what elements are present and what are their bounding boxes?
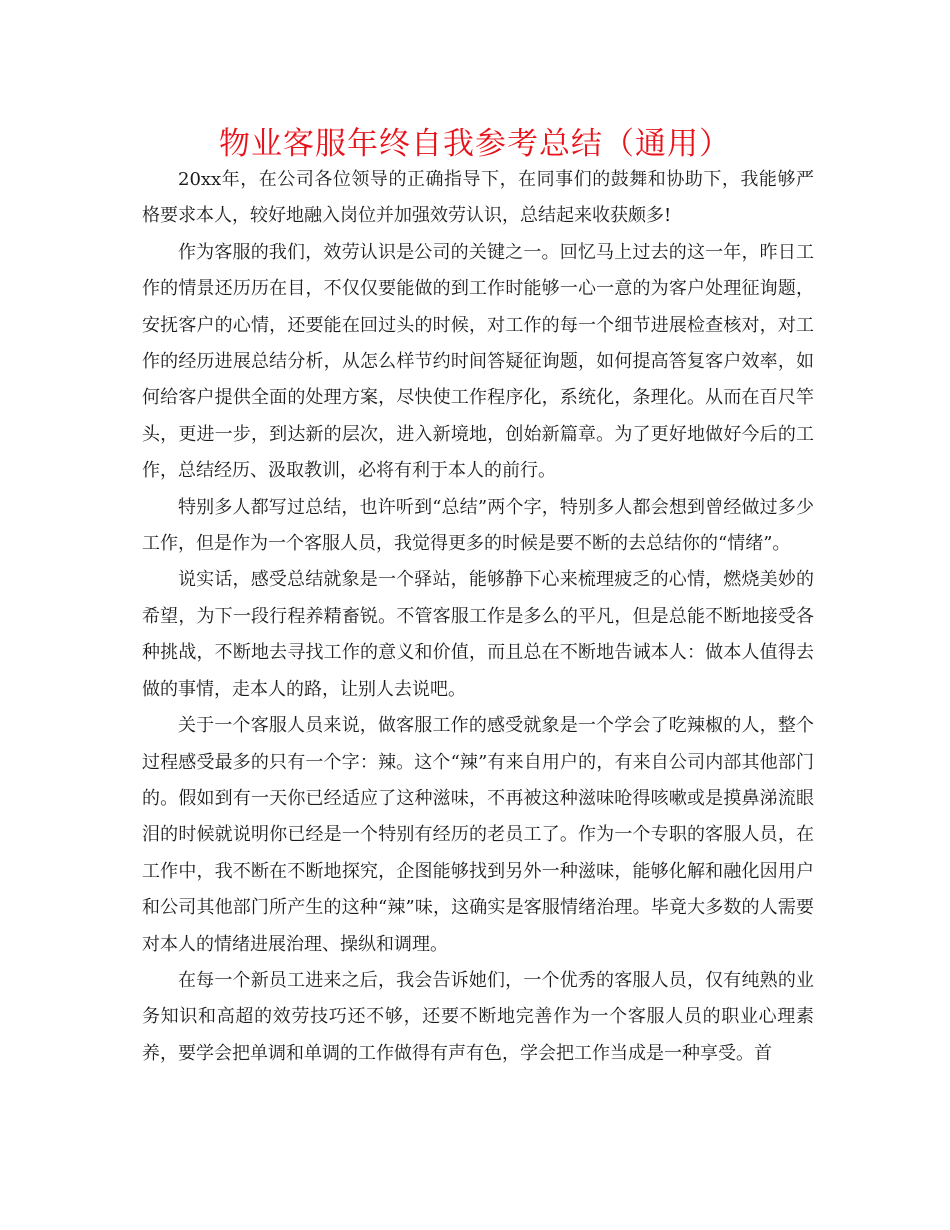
paragraph: 说实话，感受总结就象是一个驿站，能够静下心来梳理疲乏的心情，燃烧美妙的希望，为下一段行程养精畜锐。不管客服工作是多么的平凡，但是总能不断地接受各种挑战，不断地去寻找工作的意义和价值，而且总在不断地告诫本人：做本人值得去做的事情，走本人的路，让别人去说吧。 xyxy=(142,569,814,700)
paragraph: 作为客服的我们，效劳认识是公司的关键之一。回忆马上过去的这一年，昨日工作的情景还历历在目，不仅仅要能做的到工作时能够一心一意的为客户处理征询题，安抚客户的心情，还要能在回过头的时候，对工作的每一个细节进展检查核对，对工作的经历进展总结分析，从怎么样节约时间答疑征询题，如何提高答复客户效率，如何给客户提供全面的处理方案，尽快使工作程序化，系统化，条理化。从而在百尺竿头，更进一步，到达新的层次，进入新境地，创始新篇章。为了更好地做好今后的工作，总结经历、汲取教训，必将有利于本人的前行。 xyxy=(142,241,814,482)
paragraph: 特别多人都写过总结，也许听到“总结”两个字，特别多人都会想到曾经做过多少工作，但是作为一个客服人员，我觉得更多的时候是要不断的去总结你的“情绪”。 xyxy=(142,496,814,555)
paragraph: 关于一个客服人员来说，做客服工作的感受就象是一个学会了吃辣椒的人，整个过程感受最多的只有一个字：辣。这个“辣”有来自用户的，有来自公司内部其他部门的。假如到有一天你已经适应了这种滋味，不再被这种滋味呛得咳嗽或是摸鼻涕流眼泪的时候就说明你已经是一个特别有经历的老员工了。作为一个专职的客服人员，在工作中，我不断在不断地探究，企图能够找到另外一种滋味，能够化解和融化因用户和公司其他部门所产生的这种“辣”味，这确实是客服情绪治理。毕竟大多数的人需要对本人的情绪进展治理、操纵和调理。 xyxy=(142,715,814,955)
document-body xyxy=(142,162,814,1072)
document-title: 物业客服年终自我参考总结（通用） xyxy=(219,126,731,162)
paragraph: 在每一个新员工进来之后，我会告诉她们，一个优秀的客服人员，仅有纯熟的业务知识和高超的效劳技巧还不够，还要不断地完善作为一个客服人员的职业心理素养，要学会把单调和单调的工作做得有声有色，学会把工作当成是一种享受。首 xyxy=(142,969,814,1064)
paragraph: 20xx年，在公司各位领导的正确指导下，在同事们的鼓舞和协助下，我能够严格要求本人，较好地融入岗位并加强效劳认识，总结起来收获颇多! xyxy=(142,169,814,227)
